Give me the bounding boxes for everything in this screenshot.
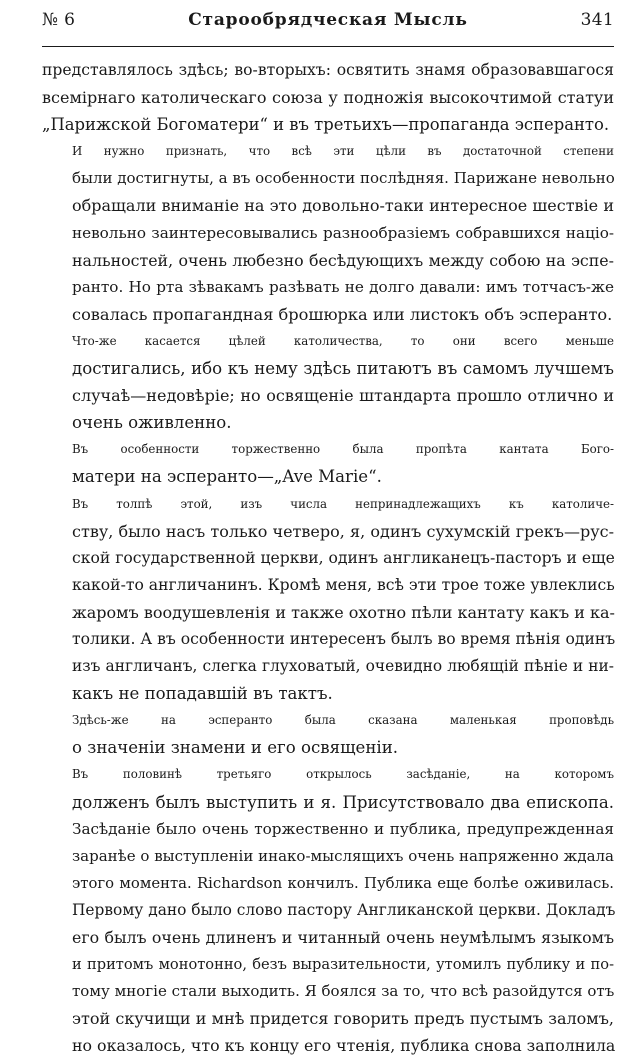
header-rule: [42, 46, 614, 47]
text-line: „Парижской Богоматери“ и въ третьихъ—пропаганда эсперанто.: [42, 115, 610, 135]
text-line: невольно заинтересовывались разнообразіемъ собравшихся націо-: [72, 223, 614, 242]
text-line: Засѣданіе было очень торжественно и публика, предупрежденная: [72, 819, 614, 838]
text-line: матери на эсперанто—„Ave Marie“.: [72, 467, 382, 487]
paragraph: [42, 436, 614, 490]
text-line: Что-же касается цѣлей католичества, то они всего меньше: [72, 333, 614, 348]
paragraph: [42, 138, 614, 328]
text-line: какой-то англичанинъ. Кромѣ меня, всѣ эти трое тоже увлеклись: [72, 575, 615, 594]
text-line: ству, было насъ только четверо, я, одинъ сухумскій грекъ—рус-: [72, 521, 614, 541]
journal-title: Старообрядческая Мысль: [188, 10, 468, 30]
text-line: о значеніи знамени и его освященіи.: [72, 738, 399, 758]
issue-number: № 6: [42, 10, 76, 30]
text-line: и притомъ монотонно, безъ выразительности, утомилъ публику и по-: [72, 956, 614, 974]
running-head: [42, 10, 614, 42]
paragraph: [42, 328, 614, 436]
text-line: обращали вниманіе на это довольно-таки интересное шествіе и: [72, 196, 614, 216]
text-line: были достигнуты, а въ особенности послѣдняя. Парижане невольно: [72, 169, 615, 188]
text-line: его былъ очень длиненъ и читанный очень неумѣлымъ языкомъ: [72, 928, 614, 947]
body-text: [42, 57, 614, 1059]
text-line: Первому дано было слово пастору Англиканской церкви. Докладъ: [72, 900, 616, 919]
text-line: достигались, ибо къ нему здѣсь питаютъ въ самомъ лучшемъ: [72, 359, 614, 379]
text-line: толики. А въ особенности интересенъ былъ во время пѣнія одинъ: [72, 629, 616, 648]
text-line: случаѣ—недовѣріе; но освященіе штандарта прошло отлично и: [72, 386, 614, 406]
text-line: ранто. Но рта зѣвакамъ разѣвать не долго давали: имъ тотчасъ-же: [72, 277, 614, 296]
text-line: Въ половинѣ третьяго открылось засѣданіе, на которомъ: [72, 767, 614, 782]
text-line: Въ толпѣ этой, изъ числа непринадлежащихъ къ католиче-: [72, 496, 614, 511]
text-line: очень оживленно.: [72, 413, 232, 433]
text-line: нальностей, очень любезно бесѣдующихъ между собою на эспе-: [72, 250, 614, 270]
text-line: Въ особенности торжественно была пропѣта кантата Бого-: [72, 442, 614, 457]
page-number: 341: [580, 10, 614, 30]
paragraph: [42, 491, 614, 708]
text-line: жаромъ воодушевленія и также охотно пѣли кантату какъ и ка-: [72, 602, 615, 622]
text-line: совалась пропагандная брошюрка или листокъ объ эсперанто.: [72, 304, 613, 324]
paragraph: [42, 57, 614, 138]
text-line: какъ не попадавшій въ тактъ.: [72, 684, 333, 704]
text-line: всемірнаго католическаго союза у подножія высокочтимой статуи: [42, 88, 614, 108]
paragraph: [42, 707, 614, 761]
text-line: представлялось здѣсь; во-вторыхъ: освятить знамя образовавшагося: [42, 61, 614, 79]
text-line: И нужно признать, что всѣ эти цѣли въ достаточной степени: [72, 144, 614, 159]
text-line: изъ англичанъ, слегка глуховатый, очевидно любящій пѣніе и ни-: [72, 657, 614, 676]
text-line: долженъ былъ выступить и я. Присутствовало два епископа.: [72, 792, 614, 812]
text-line: Здѣсь-же на эсперанто была сказана маленькая проповѣдь: [72, 713, 614, 728]
text-line: заранѣе о выступленіи инако-мыслящихъ очень напряженно ждала: [72, 846, 614, 865]
text-line: ской государственной церкви, одинъ англиканецъ-пасторъ и еще: [72, 548, 615, 567]
text-line: тому многіе стали выходить. Я боялся за то, что всѣ разойдутся отъ: [72, 982, 615, 1001]
text-line: этого момента. Richardson кончилъ. Публика еще болѣе оживилась.: [72, 874, 614, 892]
paragraph: [42, 761, 614, 1059]
text-line: но оказалось, что къ концу его чтенія, публика снова заполнила: [72, 1036, 616, 1056]
text-line: этой скучищи и мнѣ придется говорить предъ пустымъ заломъ,: [72, 1009, 614, 1029]
